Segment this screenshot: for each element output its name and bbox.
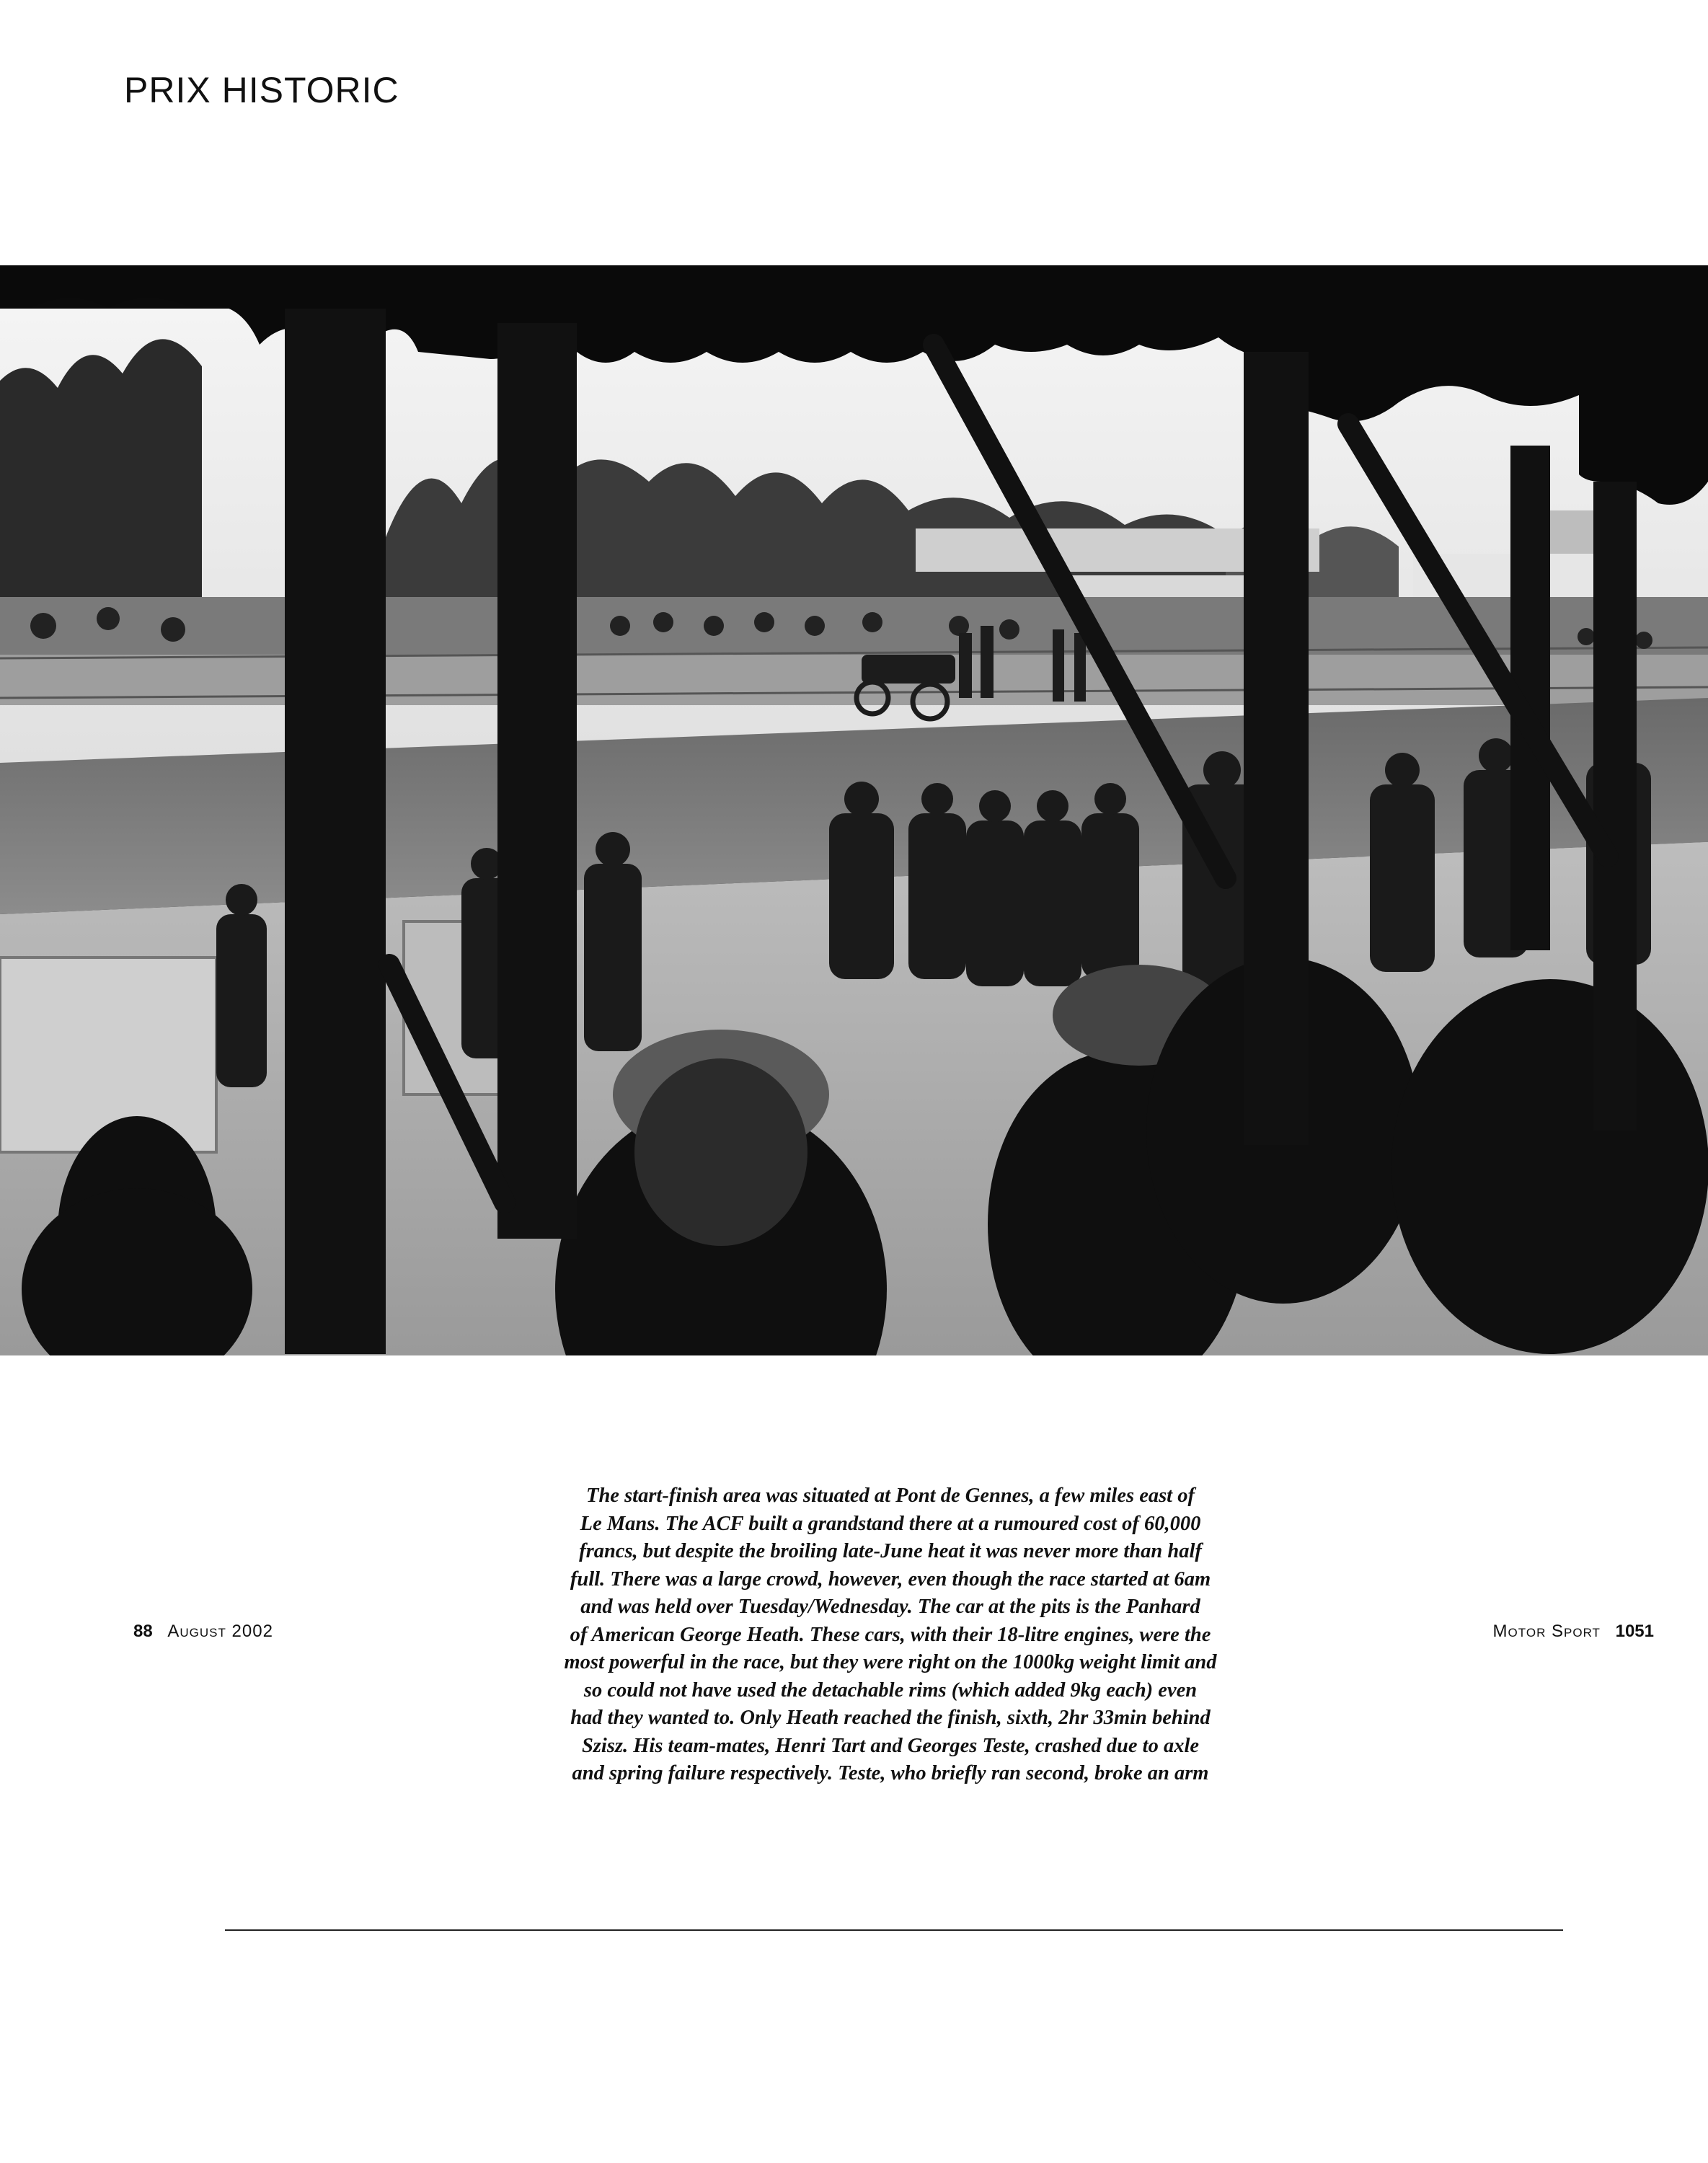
caption-line: The start-finish area was situated at Pont de Gennes, a few miles east of — [586, 1485, 1195, 1507]
caption-line: full. There was a large crowd, however, even though the race started at 6am — [570, 1567, 1211, 1591]
photo-illustration — [0, 265, 1708, 1355]
footer-rule — [225, 1929, 1563, 1931]
issue-date: August 2002 — [167, 1622, 273, 1641]
caption-line: Le Mans. The ACF built a grandstand there at a rumoured cost of 60,000 — [580, 1512, 1201, 1535]
caption-line: and spring failure respectively. Teste, who briefly ran second, broke an arm — [572, 1762, 1209, 1784]
magazine-name: Motor Sport — [1492, 1622, 1601, 1641]
caption-line: of American George Heath. These cars, with their 18-litre engines, were the — [570, 1623, 1211, 1646]
race-grandstand-photo — [0, 265, 1708, 1355]
caption-line: Szisz. His team-mates, Henri Tart and Georges Teste, crashed due to axle — [581, 1734, 1200, 1757]
caption-line: and was held over Tuesday/Wednesday. The car at the pits is the Panhard — [580, 1596, 1200, 1618]
section-title: PRIX HISTORIC — [124, 70, 399, 110]
photo-caption — [505, 1482, 1276, 1788]
page-folio-right — [1493, 1622, 1654, 1642]
caption-line: had they wanted to. Only Heath reached the finish, sixth, 2hr 33min behind — [570, 1707, 1211, 1729]
page-number-right: 1051 — [1615, 1622, 1654, 1641]
page-number-left: 88 — [133, 1622, 153, 1641]
page-folio-left — [133, 1622, 273, 1642]
caption-line: most powerful in the race, but they were right on the 1000kg weight limit and — [564, 1651, 1217, 1673]
caption-line: so could not have used the detachable rims (which added 9kg each) even — [583, 1678, 1198, 1702]
caption-line: francs, but despite the broiling late-June heat it was never more than half — [579, 1540, 1202, 1562]
